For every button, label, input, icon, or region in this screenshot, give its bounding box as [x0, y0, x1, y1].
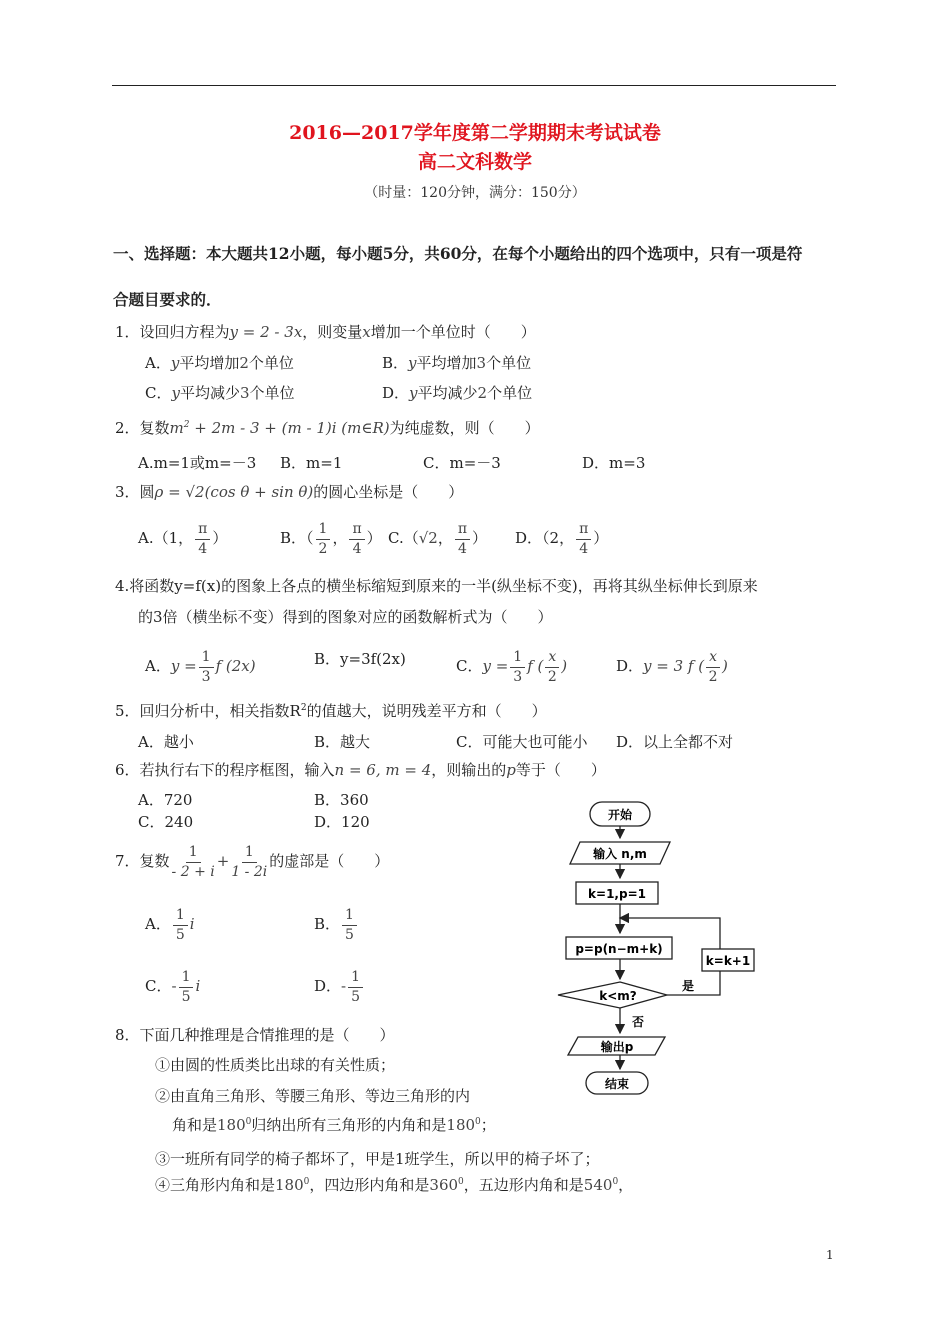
flow-no-label: 否: [632, 1015, 645, 1029]
flow-start-label: 开始: [607, 808, 633, 822]
question-4: 4.将函数y=f(x)的图象上各点的横坐标缩短到原来的一半(纵坐标不变)，再将其纵坐标伸长到原来: [115, 577, 758, 595]
q7-option-b[interactable]: B． $\frac{1}{5}$: [314, 908, 359, 942]
q1-option-b[interactable]: B．y平均增加3个单位: [382, 354, 532, 372]
q3-option-d[interactable]: D．（2， $\frac{\pi}{4}$ ）: [515, 521, 609, 557]
exam-title: 2016—2017学年度第二学期期末考试试卷: [289, 122, 661, 144]
q8-item-1: ①由圆的性质类比出球的有关性质；: [155, 1056, 396, 1074]
exam-subtitle: 高二文科数学: [417, 151, 532, 173]
q6-option-a[interactable]: A．720: [138, 791, 193, 809]
q4-option-b[interactable]: B．y=3f(2x): [314, 650, 406, 668]
question-7: 7．复数 $\frac{1}{- 2 + i}$ + $\frac{1}{1 - 2i}$ 的虚部是（ ）: [115, 844, 390, 880]
flow-yes-label: 是: [681, 979, 695, 993]
question-1: 1．设回归方程为y = 2 - 3x，则变量x增加一个单位时（ ）: [115, 323, 536, 341]
q8-item-3: ③一班所有同学的椅子都坏了，甲是1班学生，所以甲的椅子坏了；: [155, 1150, 600, 1168]
q4-option-a[interactable]: A．y = $\frac{1}{3}$ f (2x): [145, 649, 256, 685]
question-3: 3．圆ρ = √2(cos θ + sin θ)的圆心坐标是（ ）: [115, 483, 464, 501]
question-2: 2．复数$m^2 + 2m - 3 + (m - 1)i$ (m∈R)为纯虚数，则（ ）: [115, 419, 540, 437]
flow-cond-label: k<m?: [599, 989, 637, 1003]
q7-option-a[interactable]: A． $\frac{1}{5}$ i: [145, 907, 195, 943]
q2-option-c[interactable]: C．m=－3: [423, 454, 501, 472]
flow-output-label: 输出p: [600, 1040, 634, 1054]
q7-option-d[interactable]: D．- $\frac{1}{5}$: [314, 970, 365, 1004]
q8-item-2-cont: 角和是$180^0$归纳出所有三角形的内角和是$180^0$；: [172, 1116, 496, 1134]
flow-calc-label: p=p(n−m+k): [575, 942, 663, 956]
q2-option-b[interactable]: B．m=1: [280, 454, 343, 472]
q8-item-2: ②由直角三角形、等腰三角形、等边三角形的内: [155, 1087, 471, 1105]
question-5: 5．回归分析中，相关指数$R^2$的值越大，说明残差平方和（ ）: [115, 702, 547, 720]
q3-option-c[interactable]: C.（√2， $\frac{\pi}{4}$ ）: [388, 521, 488, 557]
q5-option-d[interactable]: D．以上全都不对: [616, 733, 734, 751]
q1-option-c[interactable]: C．y平均减少3个单位: [145, 384, 295, 402]
q6-option-c[interactable]: C．240: [138, 813, 194, 831]
q6-option-d[interactable]: D．120: [314, 813, 370, 831]
header-rule: [112, 85, 836, 86]
flow-incr-label: k=k+1: [705, 954, 751, 968]
q7-option-c[interactable]: C．- $\frac{1}{5}$ i: [145, 969, 201, 1005]
q6-option-b[interactable]: B．360: [314, 791, 369, 809]
q2-option-a[interactable]: A.m=1或m=－3: [138, 454, 257, 472]
exam-meta: （时量：120分钟，满分：150分）: [364, 185, 586, 201]
q3-option-b[interactable]: B．（ $\frac{1}{2}$ ， $\frac{\pi}{4}$ ）: [280, 521, 382, 557]
q2-option-d[interactable]: D．m=3: [582, 454, 646, 472]
flow-end-label: 结束: [604, 1077, 630, 1091]
question-6: 6．若执行右下的程序框图，输入n = 6, m = 4，则输出的p等于（ ）: [115, 761, 606, 779]
q3-option-a[interactable]: A.（1， $\frac{\pi}{4}$ ）: [138, 521, 228, 557]
q5-option-a[interactable]: A．越小: [138, 733, 194, 751]
q8-item-4: ④三角形内角和是$180^0$，四边形内角和是$360^0$，五边形内角和是$540^0$，: [155, 1176, 634, 1194]
flow-init-label: k=1,p=1: [588, 887, 646, 901]
flow-input-label: 输入 n,m: [593, 847, 647, 861]
page-number: 1: [826, 1248, 834, 1262]
q5-option-b[interactable]: B．越大: [314, 733, 371, 751]
q1-option-a[interactable]: A．y平均增加2个单位: [145, 354, 294, 372]
flowchart: [540, 790, 770, 1110]
q5-option-c[interactable]: C．可能大也可能小: [456, 733, 588, 751]
question-8: 8．下面几种推理是合情推理的是（ ）: [115, 1026, 395, 1044]
q4-option-d[interactable]: D．y = 3 f ( $\frac{x}{2}$ ): [616, 649, 728, 685]
q1-option-d[interactable]: D．y平均减少2个单位: [382, 384, 533, 402]
section-heading-cont: 合题目要求的．: [113, 290, 222, 309]
question-4-cont: 的3倍（横坐标不变）得到的图象对应的函数解析式为（ ）: [138, 608, 553, 626]
section-heading: 一、选择题：本大题共12小题，每小题5分，共60分，在每个小题给出的四个选项中，只有一项是符: [113, 244, 803, 263]
q4-option-c[interactable]: C．y = $\frac{1}{3}$ f ( $\frac{x}{2}$ ): [456, 649, 568, 685]
